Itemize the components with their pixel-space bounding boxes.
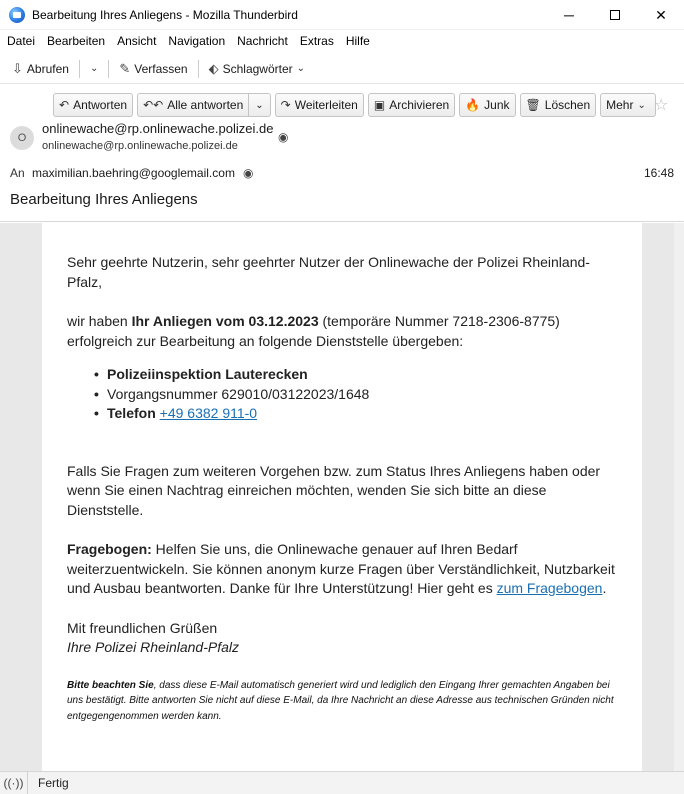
maximize-icon [610,10,620,20]
survey-text: Helfen Sie uns, die Onlinewache genauer auf Ihren Bedarf weiterzuentwickeln. Sie können anonym kurze Fragen über Verständlichkeit, Nutzbarkeit und Ausbau beantworten. Danke für Ihre Unterstützung! Hier geht es [67,541,615,596]
menu-extras[interactable]: Extras [299,34,334,48]
more-button[interactable] [600,93,656,117]
toolbar-separator [198,60,199,78]
forward-label: Weiterleiten [294,98,358,112]
menu-hilfe[interactable]: Hilfe [345,34,370,48]
get-mail-button[interactable] [8,57,73,81]
paragraph-receipt [67,312,617,351]
survey-label: Fragebogen: [67,541,152,557]
get-mail-label: Abrufen [26,61,69,76]
status-bar [0,771,684,794]
message-header [0,86,684,222]
forward-button[interactable] [275,93,364,117]
scrollbar[interactable] [674,223,684,771]
activity-icon[interactable]: ((·)) [0,772,28,794]
window-title: Bearbeitung Ihres Anliegens - Mozilla Thunderbird [32,7,298,22]
reply-all-group [137,93,271,117]
junk-label: Junk [484,98,510,112]
station-name: Polizeiinspektion Lauterecken [107,366,308,382]
reply-button[interactable] [53,93,133,117]
avatar: O [10,126,34,150]
header-actions [53,93,660,117]
junk-icon: 🔥 [465,98,481,112]
close-button[interactable]: ✕ [655,6,667,23]
chevron-down-icon: ⌄ [296,63,306,74]
maximize-button[interactable] [592,0,638,30]
from-address: onlinewache@rp.onlinewache.polizei.de [42,140,238,152]
archive-icon: ▣ [373,98,386,112]
archive-button[interactable] [368,93,455,117]
survey-end: . [602,580,607,596]
receipt-bold: Ihr Anliegen vom 03.12.2023 [131,313,319,329]
message-subject: Bearbeitung Ihres Anliegens [10,191,198,208]
greeting-text: Sehr geehrte Nutzerin, sehr geehrter Nutzer der Onlinewache der Polizei Rheinland-Pfalz, [67,254,590,290]
reply-all-button[interactable] [137,93,249,117]
disclaimer [67,678,617,725]
recipient-contact-icon[interactable]: ◉ [243,166,254,180]
receipt-text-a: wir haben [67,313,132,329]
station-list [67,365,617,424]
compose-label: Verfassen [134,61,188,76]
to-address[interactable]: maximilian.baehring@googlemail.com [32,166,235,180]
to-label: An [10,166,25,180]
tags-button[interactable] [205,57,313,81]
from-name[interactable]: onlinewache@rp.onlinewache.polizei.de [42,121,274,136]
chevron-down-icon: ⌄ [255,99,264,111]
phone-label: Telefon [107,405,156,421]
list-item [107,404,617,424]
compose-button[interactable] [115,57,191,81]
reply-icon: ↶ [59,98,70,112]
window-titlebar [0,0,684,30]
paragraph-questions: Falls Sie Fragen zum weiteren Vorgehen bzw. zum Status Ihres Anliegens haben oder wenn Sie einen Nachtrag einreichen möchten, wenden Sie sich bitte an diese Dienststelle. [67,462,601,518]
archive-label: Archivieren [389,98,450,112]
disclaimer-text: , dass diese E-Mail automatisch generiert wird und lediglich den Eingang Ihrer gemachten Angaben bei uns bestätigt. Bitte antworten Sie nicht auf diese E-Mail, da Ihre Nachricht an diese Adresse aus technischen Gründen nicht entgegengenommen werden kann. [67,679,614,722]
receipt-text-b: (temporäre Nummer 7218-2306-8775) erfolgreich zur Bearbeitung an folgende Dienststelle übergeben: [67,313,560,349]
junk-button[interactable] [459,93,515,117]
phone-link[interactable]: +49 6382 911-0 [159,405,258,421]
menu-navigation[interactable]: Navigation [168,34,226,48]
signature: Ihre Polizei Rheinland-Pfalz [67,639,239,655]
paragraph-survey [67,540,617,599]
disclaimer-bold: Bitte beachten Sie [67,679,154,691]
menu-nachricht[interactable]: Nachricht [237,34,288,48]
survey-link[interactable]: zum Fragebogen [496,580,603,596]
get-mail-dropdown-icon[interactable]: ⌄ [89,63,99,74]
thunderbird-icon [9,7,25,23]
main-toolbar [0,54,684,84]
message-card [42,223,642,771]
toolbar-separator [108,60,109,78]
closing: Mit freundlichen Grüßen [67,619,218,636]
tags-label: Schlagwörter [222,61,293,76]
list-item [107,365,617,385]
reply-all-dropdown[interactable] [249,93,270,117]
reply-all-label: Alle antworten [167,98,244,112]
message-body-area [0,223,684,771]
reply-all-icon: ↶↶ [143,98,164,112]
menu-datei[interactable]: Datei [7,34,36,48]
delete-button[interactable] [520,93,597,117]
menu-bearbeiten[interactable]: Bearbeiten [47,34,106,48]
tag-icon: ⬖ [208,60,219,76]
more-label: Mehr [606,98,634,112]
pencil-icon: ✎ [119,60,131,76]
status-text: Fertig [38,776,69,790]
trash-icon: 🗑 [525,98,541,112]
case-number: Vorgangsnummer 629010/03122023/1648 [107,385,370,402]
add-contact-icon[interactable]: ◉ [278,130,289,144]
message-time: 16:48 [644,166,675,180]
delete-label: Löschen [544,98,591,112]
download-icon: ⇩ [12,60,23,76]
star-icon[interactable]: ☆ [654,97,669,114]
list-item [107,385,617,405]
menu-ansicht[interactable]: Ansicht [117,34,157,48]
forward-icon: ↷ [280,98,291,112]
reply-label: Antworten [73,98,128,112]
minimize-button[interactable]: ─ [564,7,574,23]
menubar [0,30,684,52]
chevron-down-icon: ⌄ [637,99,646,111]
toolbar-separator [79,60,80,78]
